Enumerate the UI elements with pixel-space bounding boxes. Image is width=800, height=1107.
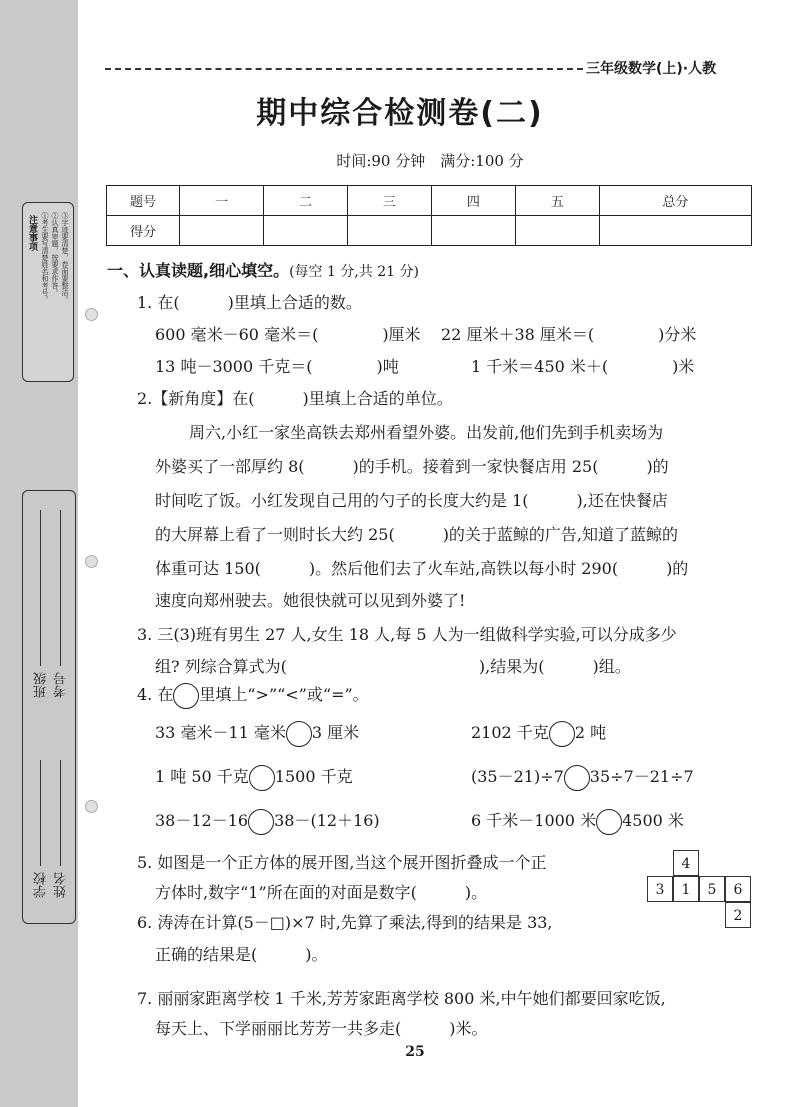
name-label: 姓名 <box>54 872 69 898</box>
note-item: ③字迹要清楚，卷面要整洁。 <box>61 212 69 303</box>
compare-circle[interactable] <box>596 809 622 835</box>
score-cell[interactable] <box>263 216 347 246</box>
score-cell[interactable] <box>431 216 515 246</box>
q2-prompt: 2.【新角度】在( )里填上合适的单位。 <box>137 389 453 408</box>
score-header-cell: 二 <box>263 186 347 216</box>
score-cell[interactable] <box>180 216 264 246</box>
compare-circle[interactable] <box>564 765 590 791</box>
compare-left: 38－12－16 <box>155 811 249 830</box>
score-row-label: 得分 <box>107 216 180 246</box>
q4-prompt <box>137 682 369 709</box>
exam-meta: 时间:90 分钟 满分:100 分 <box>336 152 524 170</box>
school-line <box>40 760 41 866</box>
net-face: 5 <box>699 876 725 902</box>
section-score-note: (每空 1 分,共 21 分) <box>289 264 419 280</box>
compare-left: 1 吨 50 千克 <box>155 767 249 786</box>
compare-circle[interactable] <box>549 721 575 747</box>
compare-circle[interactable] <box>248 809 274 835</box>
compare-right: 1500 千克 <box>274 767 353 786</box>
net-face: 6 <box>725 876 751 902</box>
compare-item <box>155 720 359 747</box>
page-title: 期中综合检测卷(二) <box>256 96 544 131</box>
compare-left: 6 千米－1000 米 <box>471 811 597 830</box>
score-header-row <box>107 186 752 216</box>
name-line <box>60 760 61 866</box>
compare-item <box>471 764 694 791</box>
q6-line: 正确的结果是( )。 <box>155 945 328 964</box>
school-label: 学校 <box>34 872 49 898</box>
q4-prompt-post: 里填上“>”“<”或“=”。 <box>199 685 369 704</box>
notes-title: 注意事项 <box>27 215 37 251</box>
q5-line: 5. 如图是一个正方体的展开图,当这个展开图折叠成一个正 <box>137 853 547 872</box>
compare-left: (35－21)÷7 <box>471 767 564 786</box>
q2-line: 的大屏幕上看了一则时长大约 25( )的关于蓝鲸的广告,知道了蓝鲸的 <box>155 525 679 544</box>
q1-item: 600 毫米－60 毫米＝( )厘米 <box>155 325 421 344</box>
compare-item <box>155 764 353 791</box>
score-cell[interactable] <box>515 216 599 246</box>
net-face: 4 <box>673 850 699 876</box>
score-header-cell: 五 <box>515 186 599 216</box>
q7-line: 7. 丽丽家距离学校 1 千米,芳芳家距离学校 800 米,中午她们都要回家吃饭, <box>137 989 666 1008</box>
compare-right: 4500 米 <box>622 811 684 830</box>
score-header-cell: 题号 <box>107 186 180 216</box>
score-header-cell: 总分 <box>599 186 751 216</box>
q1-item: 1 千米＝450 米＋( )米 <box>471 357 695 376</box>
score-cell[interactable] <box>599 216 751 246</box>
compare-right: 38－(12＋16) <box>274 811 380 830</box>
q2-line: 外婆买了一部厚约 8( )的手机。接着到一家快餐店用 25( )的 <box>155 457 669 476</box>
q1-item: 22 厘米＋38 厘米＝( )分米 <box>441 325 697 344</box>
compare-left: 2102 千克 <box>471 723 549 742</box>
compare-left: 33 毫米－11 毫米 <box>155 723 286 742</box>
note-item: ①考生要写清楚姓名和考号。 <box>41 212 49 303</box>
q3-line: 组? 列综合算式为( ),结果为( )组。 <box>155 657 631 676</box>
page-number: 25 <box>405 1044 425 1060</box>
section-heading <box>107 258 419 281</box>
q6-line: 6. 涛涛在计算(5－□)×7 时,先算了乘法,得到的结果是 33, <box>137 913 553 932</box>
compare-circle[interactable] <box>286 721 312 747</box>
q7-line: 每天上、下学丽丽比芳芳一共多走( )米。 <box>155 1019 488 1038</box>
binding-hole <box>85 800 98 813</box>
student-info-box <box>22 490 76 924</box>
compare-item <box>471 808 684 835</box>
exam-no-line <box>60 510 61 666</box>
header-dashed-rule <box>105 68 583 70</box>
exam-no-label: 考号 <box>54 672 69 698</box>
score-row <box>107 216 752 246</box>
score-header-cell: 四 <box>431 186 515 216</box>
compare-item <box>471 720 606 747</box>
class-line <box>40 510 41 666</box>
q2-line: 体重可达 150( )。然后他们去了火车站,高铁以每小时 290( )的 <box>155 559 689 578</box>
q3-line: 3. 三(3)班有男生 27 人,女生 18 人,每 5 人为一组做科学实验,可以分成多少 <box>137 625 677 644</box>
compare-right: 2 吨 <box>574 723 607 742</box>
compare-right: 35÷7－21÷7 <box>589 767 694 786</box>
score-header-cell: 三 <box>347 186 431 216</box>
note-item: ②认真审题，按要求作答。 <box>51 212 59 296</box>
score-header-cell: 一 <box>180 186 264 216</box>
binding-hole <box>85 308 98 321</box>
net-face: 1 <box>673 876 699 902</box>
compare-circle-icon <box>173 683 199 709</box>
section-title: 一、认真读题,细心填空。 <box>107 261 290 280</box>
cube-net-figure <box>645 850 755 932</box>
compare-right: 3 厘米 <box>311 723 360 742</box>
net-face: 3 <box>647 876 673 902</box>
q4-prompt-pre: 4. 在 <box>137 685 174 704</box>
class-label: 班级 <box>34 672 49 698</box>
binding-hole <box>85 555 98 568</box>
net-face: 2 <box>725 902 751 928</box>
compare-circle[interactable] <box>249 765 275 791</box>
q5-line: 方体时,数字“1”所在面的对面是数字( )。 <box>155 883 488 902</box>
subject-label: 三年级数学(上)·人教 <box>586 61 717 77</box>
score-table <box>106 185 752 246</box>
compare-item <box>155 808 380 835</box>
q1-prompt: 1. 在( )里填上合适的数。 <box>137 293 362 312</box>
score-cell[interactable] <box>347 216 431 246</box>
q2-line: 周六,小红一家坐高铁去郑州看望外婆。出发前,他们先到手机卖场为 <box>189 423 664 442</box>
q1-item: 13 吨－3000 千克＝( )吨 <box>155 357 399 376</box>
q2-line: 速度向郑州驶去。她很快就可以见到外婆了! <box>155 591 466 610</box>
q2-line: 时间吃了饭。小红发现自己用的勺子的长度大约是 1( ),还在快餐店 <box>155 491 668 510</box>
